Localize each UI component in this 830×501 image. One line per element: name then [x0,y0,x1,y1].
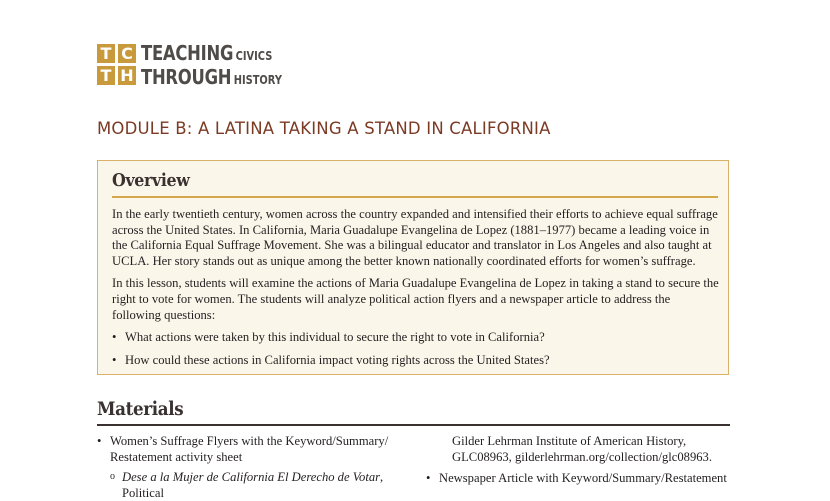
question-item: • How could these actions in California impact voting rights across the United States? [112,353,722,369]
overview-divider [112,196,718,198]
logo-tile: H [118,66,136,85]
question-item: • What actions were taken by this individual to secure the right to vote in California? [112,330,722,346]
materials-right-column [426,434,730,487]
logo-tile: T [97,44,115,63]
overview-paragraph-2: In this lesson, students will examine the actions of Maria Guadalupe Evangelina de Lopez in taking a stand to secure the right to vote for women. The students will analyze political action flyers and a newspaper article to address the following questions: [112,276,719,322]
logo-word-through: THROUGH [141,65,232,89]
overview-heading: Overview [112,170,190,191]
materials-heading: Materials [97,398,184,420]
overview-questions-list [112,330,722,368]
materials-sub-item [97,470,402,501]
overview-paragraph-1: In the early twentieth century, women across the country expanded and intensified their efforts to achieve equal suffrage across the United States. In California, Maria Guadalupe Evangelina de Lopez (1881–1977) became a leading voice in the California Equal Suffrage Movement. She was a bilingual educator and translator in Los Angeles and also taught at UCLA. Her story stands out as unique among the better known nationally coordinated efforts for women’s suffrage. [112,207,718,268]
materials-source-citation: Gilder Lehrman Institute of American History, GLC08963, gilderlehrman.org/collection/glc08963. [452,434,712,464]
logo-tile: C [118,44,136,63]
logo-word-history: HISTORY [233,73,282,87]
logo-wordmark [141,43,282,91]
logo-tile: T [97,66,115,85]
materials-item: • Women’s Suffrage Flyers with the Keyword/Summary/ Restatement activity sheet [97,434,402,465]
overview-body [112,207,722,375]
flyer-title: Dese a la Mujer de California El Derecho de Votar [122,470,381,485]
flyer-description: , Political [122,470,384,500]
logo-word-civics: CIVICS [235,49,273,63]
logo-tiles [97,44,137,86]
materials-divider [97,424,730,426]
materials-left-column [97,434,402,501]
materials-item: • Newspaper Article with Keyword/Summary/Restatement [426,471,730,487]
logo-word-teaching: TEACHING [141,41,234,65]
overview-box [97,160,729,375]
module-title: MODULE B: A LATINA TAKING A STAND IN CALIFORNIA [97,119,551,138]
